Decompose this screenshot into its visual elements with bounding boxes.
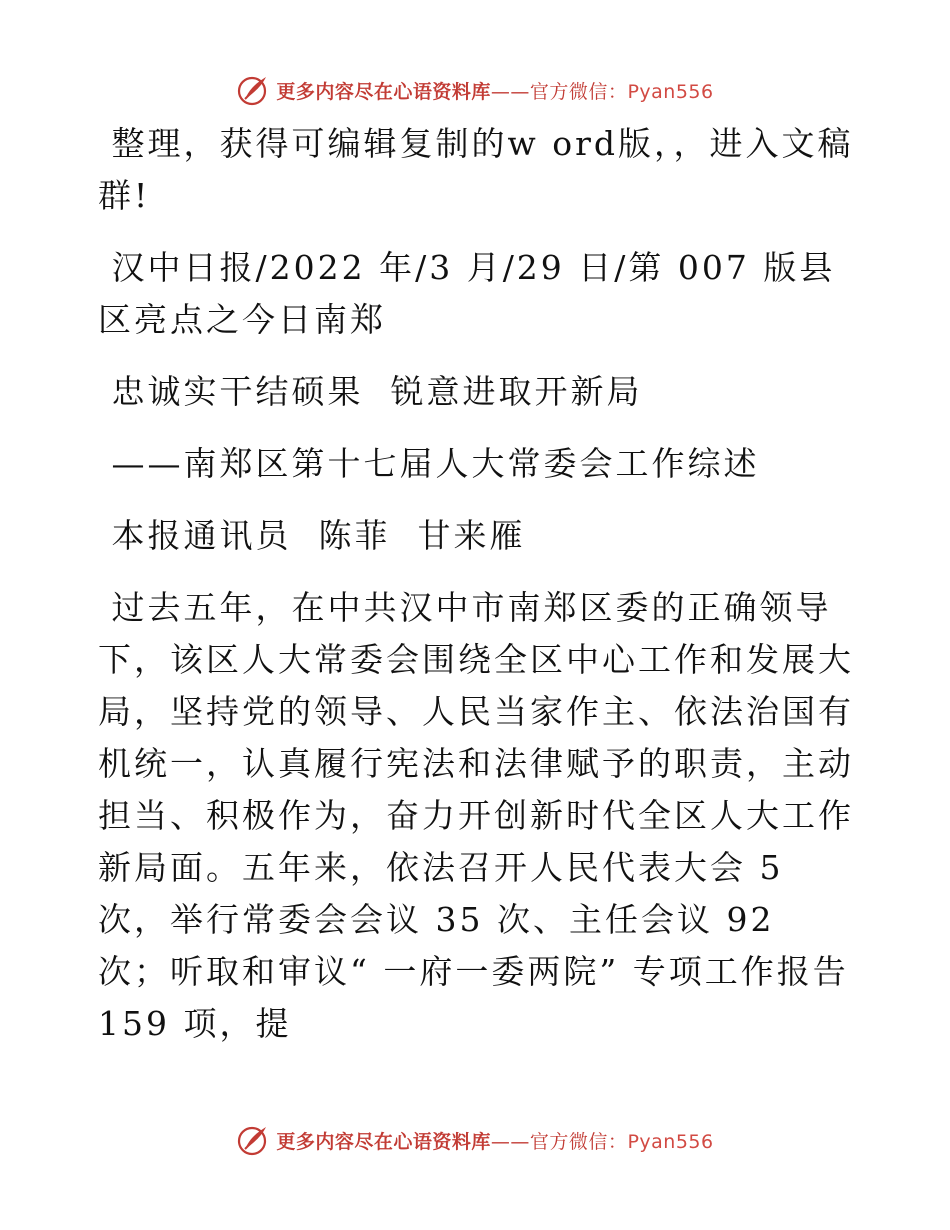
article-byline: 本报通讯员 陈菲 甘来雁 xyxy=(98,516,526,555)
watermark-label: 官方微信： xyxy=(529,80,628,103)
watermark-separator: —— xyxy=(490,1130,530,1153)
paragraph-source-line: 汉中日报/2022 年/3 月/29 日/第 007 版县区亮点之今日南郑 xyxy=(98,248,836,339)
paragraph-intro-note: 整理，获得可编辑复制的w ord版，，进入文稿群! xyxy=(98,124,854,215)
watermark-id: Pyan556 xyxy=(627,80,714,103)
document-body xyxy=(98,118,863,1070)
article-body-paragraph: 过去五年，在中共汉中市南郑区委的正确领导下，该区人大常委会围绕全区中心工作和发展大局，坚持党的领导、人民当家作主、依法治国有机统一，认真履行宪法和法律赋予的职责，主动担当、积极作为，奋力开创新时代全区人大工作新局面。五年来，依法召开人民代表大会 5 次，举行常委会会议 35 次、主任会议 92 次；听取和审议“ 一府一委两院” 专项工作报告 159 项，提 xyxy=(98,588,863,1043)
header-watermark xyxy=(0,70,950,110)
quill-logo-icon xyxy=(236,1123,270,1157)
watermark-text xyxy=(276,77,713,104)
watermark-separator: —— xyxy=(490,80,530,103)
watermark-name: 更多内容尽在心语资料库 xyxy=(276,80,491,103)
watermark-id: Pyan556 xyxy=(627,1130,714,1153)
footer-watermark xyxy=(0,1120,950,1160)
article-subheadline: ——南郑区第十七届人大常委会工作综述 xyxy=(98,444,760,483)
quill-logo-icon xyxy=(236,73,270,107)
watermark-text xyxy=(276,1127,713,1154)
article-headline: 忠诚实干结硕果 锐意进取开新局 xyxy=(98,372,643,411)
watermark-name: 更多内容尽在心语资料库 xyxy=(276,1130,491,1153)
watermark-label: 官方微信： xyxy=(529,1130,628,1153)
